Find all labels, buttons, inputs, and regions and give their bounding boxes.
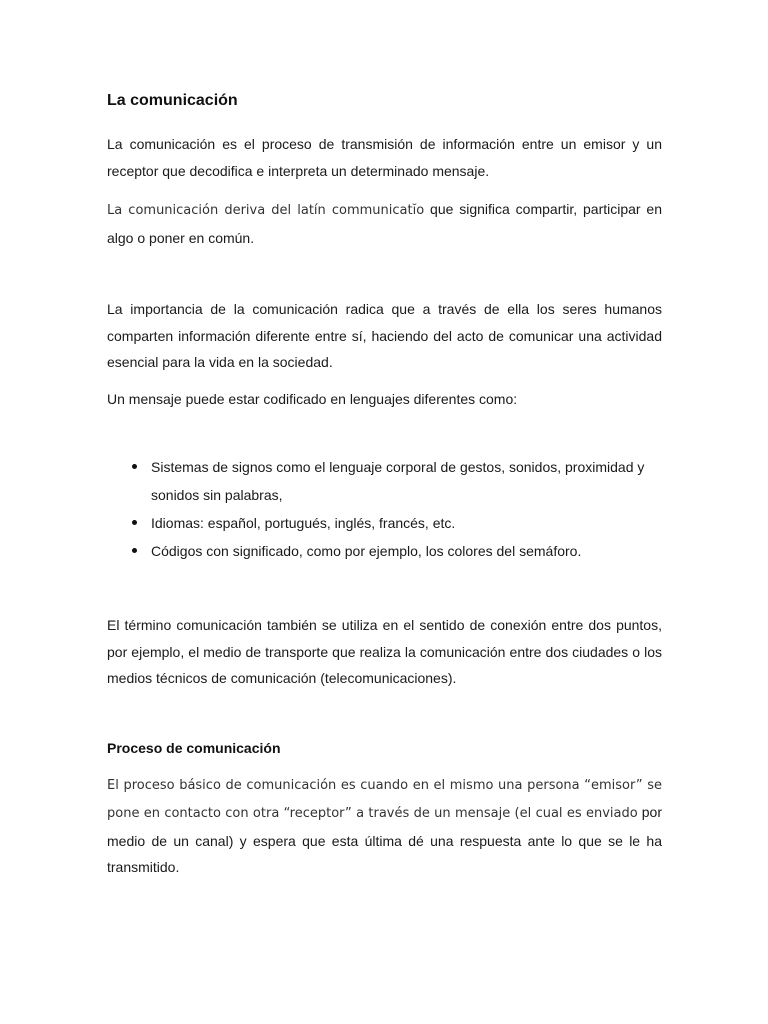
process-rest-text: por medio de un canal) y espera que esta última dé una respuesta ante lo que se le ha transmitido.	[107, 804, 662, 875]
paragraph-term-usage: El término comunicación también se utiliza en el sentido de conexión entre dos puntos, por ejemplo, el medio de transporte que realiza la comunicación entre dos ciudades o los medios técnicos de comunicación (telecomunicaciones).	[107, 617, 662, 686]
list-item: Sistemas de signos como el lenguaje corporal de gestos, sonidos, proximidad y sonidos sin palabras,	[151, 453, 662, 509]
list-item: Idiomas: español, portugués, inglés, francés, etc.	[151, 509, 662, 537]
paragraph-definition: La comunicación es el proceso de transmisión de información entre un emisor y un receptor que decodifica e interpreta un determinado mensaje.	[107, 136, 662, 179]
process-lead-text: El proceso básico de comunicación es cuando en el mismo una persona “emisor” se pone en contacto con otra “receptor” a través de un mensaje (el cual es enviado	[107, 777, 662, 821]
page-title: La comunicación	[107, 92, 238, 109]
section-title: Proceso de comunicación	[107, 739, 281, 756]
paragraph-languages-intro: Un mensaje puede estar codificado en lenguajes diferentes como:	[107, 390, 518, 407]
paragraph-etymology	[107, 196, 662, 251]
etymology-lead-text: La comunicación deriva del latín communicatĭo	[107, 203, 425, 218]
list-item: Códigos con significado, como por ejemplo, los colores del semáforo.	[151, 537, 662, 565]
paragraph-importance: La importancia de la comunicación radica que a través de ella los seres humanos comparten información diferente entre sí, haciendo del acto de comunicar una actividad esencial para la vida en la sociedad.	[107, 301, 662, 370]
paragraph-process	[107, 771, 662, 881]
etymology-rest-text: que significa compartir, participar en algo o poner en común.	[107, 201, 662, 246]
document-body	[107, 86, 662, 881]
languages-list	[107, 453, 662, 565]
